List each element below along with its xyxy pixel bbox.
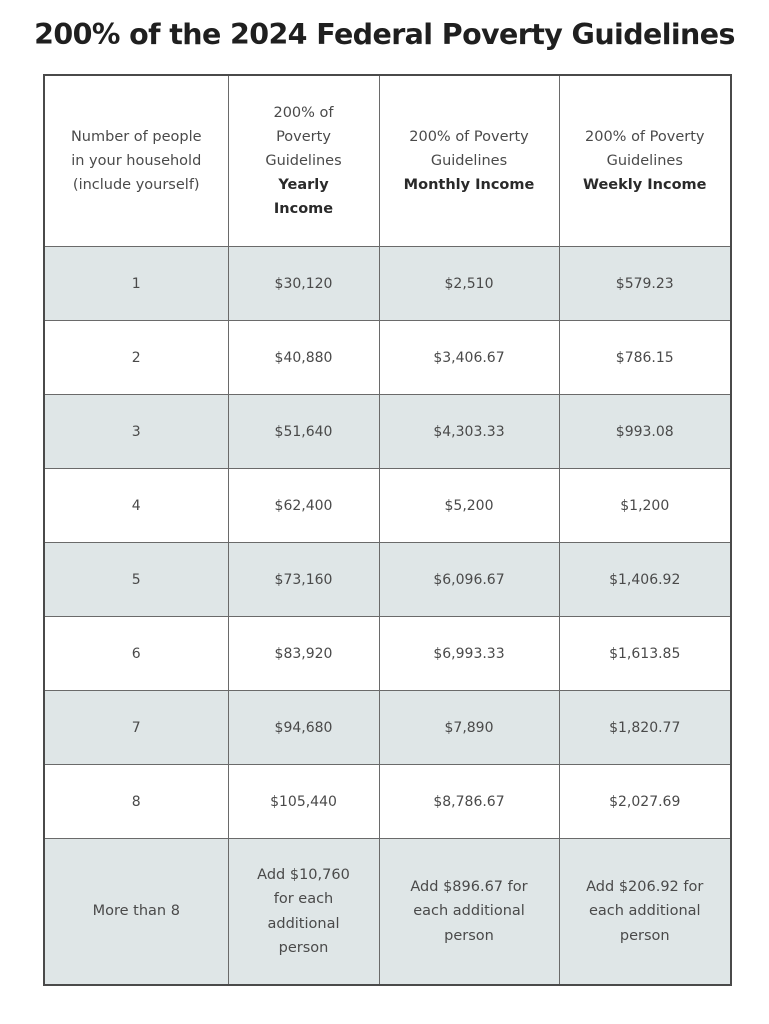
header-household-size [44,75,228,247]
cell-yearly-income: $94,680 [228,691,379,765]
cell-monthly-income [379,839,559,986]
cell-monthly-income: $6,096.67 [379,543,559,617]
poverty-guidelines-table [43,74,732,986]
cell-monthly-income: $3,406.67 [379,321,559,395]
cell-monthly-income: $8,786.67 [379,765,559,839]
cell-monthly-income: $2,510 [379,247,559,321]
table-row [44,247,731,321]
cell-yearly-income: $83,920 [228,617,379,691]
cell-household-size: 3 [44,395,228,469]
cell-weekly-income: $579.23 [559,247,731,321]
cell-text: person [278,940,329,956]
cell-yearly-income [228,839,379,986]
cell-monthly-income: $4,303.33 [379,395,559,469]
cell-weekly-income [559,839,731,986]
cell-household-size: 1 [44,247,228,321]
cell-household-size: 7 [44,691,228,765]
header-text: Poverty [276,129,331,145]
cell-weekly-income: $2,027.69 [559,765,731,839]
header-emphasis: Weekly Income [583,177,707,193]
header-emphasis: Yearly [278,177,329,193]
cell-yearly-income: $30,120 [228,247,379,321]
cell-weekly-income: $1,613.85 [559,617,731,691]
header-text: Guidelines [430,153,508,169]
header-text: in your household [71,153,202,169]
header-text: Guidelines [606,153,683,169]
cell-yearly-income: $105,440 [228,765,379,839]
cell-household-size: 2 [44,321,228,395]
cell-monthly-income: $5,200 [379,469,559,543]
cell-text: Add $896.67 for [410,878,528,895]
cell-yearly-income: $40,880 [228,321,379,395]
table-row [44,469,731,543]
cell-weekly-income: $1,200 [559,469,731,543]
cell-text: person [444,927,494,944]
cell-text: Add $10,760 [257,866,350,883]
cell-household-size: 8 [44,765,228,839]
table-row [44,617,731,691]
cell-weekly-income: $786.15 [559,321,731,395]
header-monthly-income [379,75,559,247]
cell-household-size: 6 [44,617,228,691]
cell-text: each additional [588,903,701,920]
cell-weekly-income: $1,820.77 [559,691,731,765]
header-text: 200% of [273,105,334,121]
cell-household-size: More than 8 [44,839,228,986]
cell-weekly-income: $1,406.92 [559,543,731,617]
cell-yearly-income: $51,640 [228,395,379,469]
header-text: Number of people [70,129,202,145]
table-row [44,321,731,395]
table-header-row [44,75,731,247]
cell-text: person [619,927,670,944]
cell-yearly-income: $62,400 [228,469,379,543]
header-text: 200% of Poverty [585,129,705,145]
header-emphasis: Monthly Income [403,177,535,193]
table-row [44,765,731,839]
cell-text: each additional [413,903,525,920]
header-text: (include yourself) [72,177,200,193]
header-yearly-income [228,75,379,247]
cell-monthly-income: $7,890 [379,691,559,765]
page-title: 200% of the 2024 Federal Poverty Guidelines [34,18,735,51]
table-row-more-than-8 [44,839,731,986]
cell-household-size: 4 [44,469,228,543]
header-text: Guidelines [265,153,342,169]
cell-yearly-income: $73,160 [228,543,379,617]
cell-household-size: 5 [44,543,228,617]
cell-monthly-income: $6,993.33 [379,617,559,691]
header-text: 200% of Poverty [409,129,529,145]
cell-text: additional [267,915,340,932]
header-emphasis: Income [273,201,334,217]
table-row [44,543,731,617]
table-row [44,691,731,765]
table-row [44,395,731,469]
header-weekly-income [559,75,731,247]
cell-weekly-income: $993.08 [559,395,731,469]
cell-text: Add $206.92 for [586,878,704,895]
cell-text: for each [273,891,334,907]
